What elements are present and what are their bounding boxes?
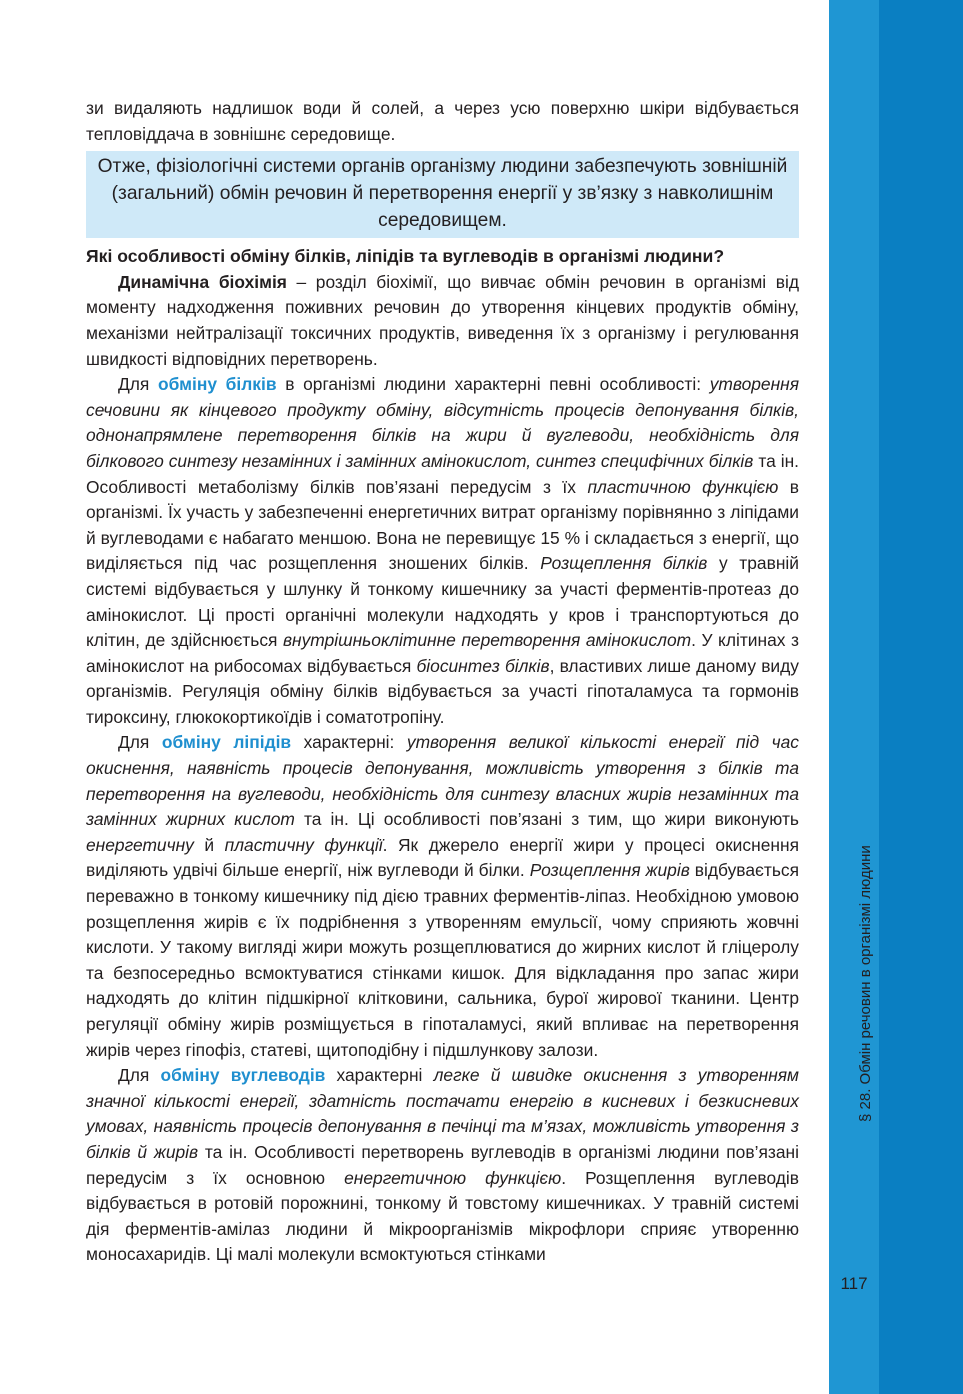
italic-text: енергетичною функцією (344, 1167, 562, 1188)
key-term-dynamic-biochemistry: Динамічна біохімія (118, 271, 287, 292)
page-number: 117 (840, 1274, 868, 1293)
paragraph-text: Для (118, 1065, 161, 1086)
paragraph-text: та ін. Ці особливості пов’язані з тим, що жири виконують (294, 809, 799, 830)
summary-box (86, 151, 799, 238)
paragraph-carbohydrate-metabolism (86, 1063, 799, 1268)
key-term-protein-metabolism: обміну білків (158, 374, 277, 395)
key-term-carbohydrate-metabolism: обміну вуглеводів (160, 1065, 326, 1086)
italic-text: енергетичну (86, 834, 194, 855)
paragraph-text: в організмі людини характерні певні особливості: (276, 374, 710, 395)
page-body (86, 96, 799, 1268)
paragraph-text: . Розщеплення вуглеводів відбувається в ротовій порожнині, тонкому й товстому кишечниках. У травній системі дія ферментів-амілаз людини й мікроорганізмів мікрофлори сприяє утворенню моносахаридів. Ці малі молекули всмоктуються стінками (86, 1167, 799, 1265)
paragraph-text: . Як джерело енергії жири у процесі окиснення виділяють удвічі більше енергії, ніж вуглеводи й білки. (86, 834, 799, 881)
italic-text: Розщеплення жирів (529, 860, 690, 881)
italic-text: Розщеплення білків (540, 553, 708, 574)
summary-text: Отже, фізіологічні системи органів організму людини забезпечують зовнішній (загальний) обмін речовин й перетворення енергії у зв’язку з навколишнім середовищем. (97, 156, 788, 232)
key-term-lipid-metabolism: обміну ліпідів (161, 732, 292, 753)
section-heading: Які особливості обміну білків, ліпідів та вуглеводів в організмі людини? (86, 246, 725, 267)
paragraph-text: характерні: (291, 732, 407, 753)
paragraph-dynamic-biochemistry (86, 270, 799, 372)
running-head: § 28. Обмін речовин в організмі людини (857, 845, 874, 1122)
italic-text: біосинтез білків (416, 655, 550, 676)
italic-text: внутрішньоклітинне перетворення амінокислот (282, 630, 692, 651)
sidebar-separator (824, 0, 829, 1394)
sidebar-light-band (829, 0, 879, 1394)
paragraph-text: в організмі. Їх участь у забезпеченні енергетичних витрат організму порівнянно з ліпідами й вуглеводами є набагато меншою. Вона не перевищує 15 % і складається з енергії, що виділяється під час розщеплення зношених білків. (86, 476, 800, 574)
italic-text: пластичну функції (224, 834, 383, 855)
italic-text: легке й швидке окиснення з утворенням значної кількості енергії, здатність постачати енергію в кисневих і безкисневих умовах, наявність процесів депонування в печінці та м’язах, можливість утворення з білків й жирів (86, 1065, 799, 1162)
paragraph-text: , властивих лише даному виду організмів. Регуляція обміну білків відбувається за участі гіпоталамуса та гормонів тироксину, глюкокортикоїдів і соматотропіну. (86, 655, 799, 727)
intro-paragraph: зи видаляють надлишок води й солей, а через усю поверхню шкіри відбувається тепловіддача в зовнішнє середовище. (86, 98, 799, 144)
paragraph-text: та ін. Особливості перетворень вуглеводів в організмі людини пов’язані передусім з їх основною (86, 1141, 799, 1188)
paragraph-text: у травній системі відбувається у шлунку й тонкому кишечнику за участі ферментів-протеаз до амінокислот. Ці прості органічні молекули надходять у кров і транспортуються до клітин, де здійснюється (86, 553, 799, 651)
paragraph-text: характерні (325, 1065, 434, 1086)
paragraph-lipid-metabolism (86, 730, 799, 1063)
paragraph-text: й (193, 834, 225, 855)
paragraph-text: відбувається переважно в тонкому кишечнику під дією травних ферментів-ліпаз. Необхідною умовою розщеплення жирів є їх подрібнення з утворенням емульсії, чому сприяють жовчні кислоти. У такому вигляді жири можуть розщеплюватися до жирних кислот й гліцеролу та безпосередньо всмоктуватися стінками кишок. Для відкладання про запас жири надходять до клітин підшкірної клітковини, сальника, бурої жирової тканини. Центр регуляції обміну жирів розміщується в гіпоталамусі, який впливає на перетворення жирів через гіпофіз, статеві, щитоподібну і підшлункову залози. (86, 860, 800, 1060)
sidebar-dark-band (879, 0, 963, 1394)
italic-text: утворення сечовини як кінцевого продукту обміну, відсутність процесів депонування білків, однонапрямлене перетворення білків на жири й вуглеводи, необхідність для білкового синтезу незамінних і замінних амінокислот, синтез специфічних білків (86, 374, 800, 471)
paragraph-text: – розділ біохімії, що вивчає обмін речовин в організмі від моменту надходження поживних речовин до утворення кінцевих продуктів обміну, механізми нейтралізації токсичних продуктів, виведення їх з організму і регулювання швидкості відповідних перетворень. (86, 271, 799, 369)
paragraph-protein-metabolism (86, 372, 799, 730)
paragraph-text: . У клітинах з амінокислот на рибосомах відбувається (86, 630, 799, 676)
italic-text: утворення великої кількості енергії під час окиснення, наявність процесів депонування, можливість утворення з білків та перетворення на вуглеводи, необхідність для синтезу власних жирів незамінних та замінних жирних кислот (86, 732, 799, 830)
paragraph-text: Для (118, 374, 159, 395)
paragraph-text: та ін. Особливості метаболізму білків пов’язані передусім з їх (86, 450, 800, 497)
paragraph-text: Для (118, 732, 162, 753)
italic-text: пластичною функцією (587, 476, 779, 497)
